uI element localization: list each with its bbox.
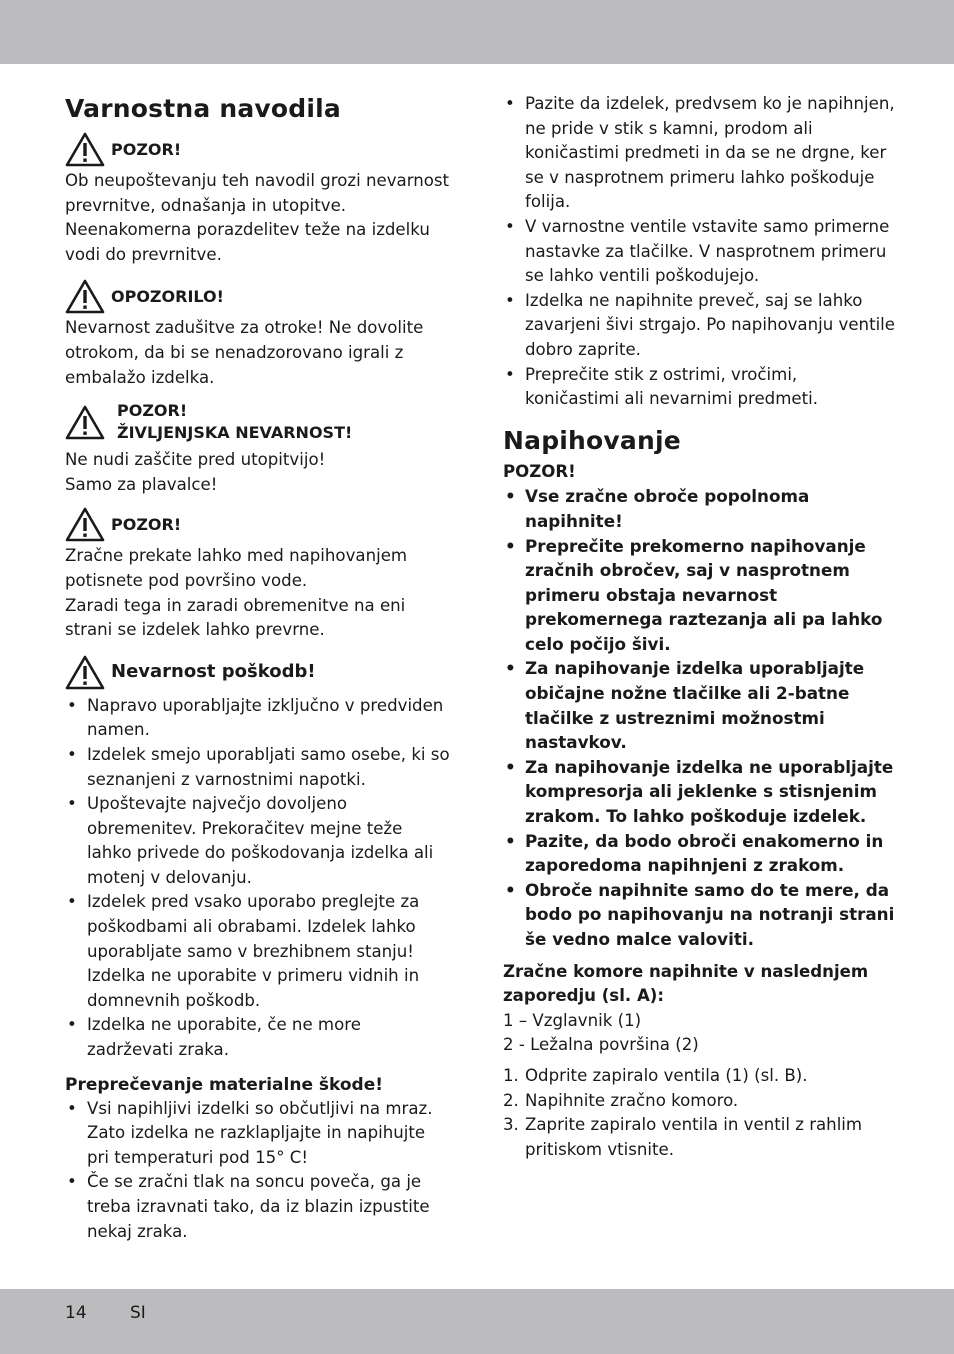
safety-heading: Varnostna navodila (65, 94, 341, 123)
warning-label-2: ŽIVLJENJSKA NEVARNOST! (117, 423, 353, 443)
list-item: • Za napihovanje izdelka uporabljajte običajne nožne tlačilke ali 2-batne tlačilke z ustreznimi možnostmi nastavkov. (503, 656, 895, 754)
warning-pozor-2 (65, 507, 450, 542)
warning-opozorilo (65, 279, 450, 314)
warning-label: POZOR! (111, 139, 182, 159)
warning-text: Samo za plavalce! (65, 474, 218, 494)
warning-triangle-icon (65, 279, 105, 314)
step-text: Napihnite zračno komoro. (525, 1090, 739, 1110)
warning-label: POZOR! (111, 514, 182, 534)
list-item: • Če se zračni tlak na soncu poveča, ga je treba izravnati tako, da iz blazin izpustite nekaj zraka. (65, 1170, 450, 1244)
step-item (503, 1113, 895, 1162)
list-item: • Napravo uporabljajte izključno v predviden namen. (65, 694, 450, 743)
step-number: 3. (503, 1115, 519, 1135)
warning-text: Zaradi tega in zaradi obremenitve na eni strani se izdelek lahko prevrne. (65, 595, 406, 640)
steps-list (503, 1064, 895, 1162)
list-item: • Pazite da izdelek, predvsem ko je napihnjen, ne pride v stik s kamni, prodom ali koničastimi predmeti in da se ne drgne, ker se v nasprotnem primeru lahko poškoduje folija. (503, 92, 895, 215)
warning-injury (65, 655, 450, 690)
step-text: Odprite zapiralo ventila (1) (sl. B). (525, 1065, 808, 1085)
sequence-item: 1 – Vzglavnik (1) (503, 1010, 642, 1030)
step-number: 2. (503, 1090, 519, 1110)
damage-list (65, 1097, 450, 1245)
warning-text: Ne nudi zaščite pred utopitvijo! (65, 450, 326, 470)
warning-triangle-icon (65, 405, 105, 440)
list-item: • Vse zračne obroče popolnoma napihnite! (503, 484, 895, 533)
warning-text: Nevarnost zadušitve za otroke! Ne dovolite otrokom, da bi se nenadzorovano igrali z embalažo izdelka. (65, 318, 424, 387)
warning-label: POZOR! (117, 401, 188, 421)
list-item: • Obroče napihnite samo do te mere, da bodo po napihovanju na notranji strani še vedno malce valoviti. (503, 878, 895, 952)
page-number: 14 (65, 1303, 87, 1323)
sequence-item: 2 - Ležalna površina (2) (503, 1035, 699, 1055)
list-item: • Vsi napihljivi izdelki so občutljivi na mraz. Zato izdelka ne razklapljajte in napihujte pri temperaturi pod 15° C! (65, 1097, 450, 1171)
inflation-heading: Napihovanje (503, 425, 681, 455)
step-item (503, 1089, 895, 1114)
header-bar (0, 0, 954, 64)
left-column (65, 92, 450, 1244)
warning-triangle-icon (65, 655, 105, 690)
warning-life-danger (65, 400, 450, 444)
sequence-heading: Zračne komore napihnite v naslednjem zaporedju (sl. A): (503, 961, 869, 1006)
inflation-pozor-label: POZOR! (503, 461, 576, 481)
language-code: SI (130, 1303, 146, 1323)
safety-list-continued (503, 92, 895, 412)
right-column (503, 92, 895, 1162)
step-item (503, 1064, 895, 1089)
step-number: 1. (503, 1065, 519, 1085)
inflation-bold-list (503, 484, 895, 951)
list-item: • Za napihovanje izdelka ne uporabljajte kompresorja ali jeklenke s stisnjenim zrakom. To lahko poškoduje izdelek. (503, 755, 895, 829)
warning-triangle-icon (65, 132, 105, 167)
list-item: • Izdelek smejo uporabljati samo osebe, ki so seznanjeni z varnostnimi napotki. (65, 743, 450, 792)
warning-text: Ob neupoštevanju teh navodil grozi nevarnost prevrnitve, odnašanja in utopitve. Neenakomerna porazdelitev teže na izdelku vodi do prevrnitve. (65, 171, 450, 264)
warning-triangle-icon (65, 507, 105, 542)
list-item: • Pazite, da bodo obroči enakomerno in zaporedoma napihnjeni z zrakom. (503, 829, 895, 878)
warning-text: Zračne prekate lahko med napihovanjem potisnete pod površino vode. (65, 546, 408, 590)
list-item: • V varnostne ventile vstavite samo primerne nastavke za tlačilke. V nasprotnem primeru se lahko ventili poškodujejo. (503, 215, 895, 289)
list-item: • Izdelka ne napihnite preveč, saj se lahko zavarjeni šivi strgajo. Po napihovanju ventile dobro zaprite. (503, 289, 895, 363)
list-item: • Preprečite prekomerno napihovanje zračnih obročev, saj v nasprotnem primeru obstaja nevarnost prekomernega raztezanja ali pa lahko celo počijo šivi. (503, 534, 895, 657)
warning-label: Nevarnost poškodb! (111, 661, 316, 683)
list-item: • Izdelka ne uporabite, če ne more zadrževati zraka. (65, 1013, 450, 1062)
list-item: • Izdelek pred vsako uporabo preglejte za poškodbami ali obrabami. Izdelek lahko uporabljate samo v brezhibnem stanju! Izdelka ne uporabite v primeru vidnih in domnevnih poškodb. (65, 890, 450, 1013)
damage-heading: Preprečevanje materialne škode! (65, 1074, 383, 1095)
warning-pozor-1 (65, 132, 450, 167)
list-item: • Upoštevajte največjo dovoljeno obremenitev. Prekoračitev mejne teže lahko privede do poškodovanja izdelka ali motenj v delovanju. (65, 792, 450, 890)
injury-list (65, 694, 450, 1063)
step-text: Zaprite zapiralo ventila in ventil z rahlim pritiskom vtisnite. (525, 1115, 863, 1159)
list-item: • Preprečite stik z ostrimi, vročimi, koničastimi ali nevarnimi predmeti. (503, 363, 895, 412)
warning-label: OPOZORILO! (111, 286, 224, 306)
